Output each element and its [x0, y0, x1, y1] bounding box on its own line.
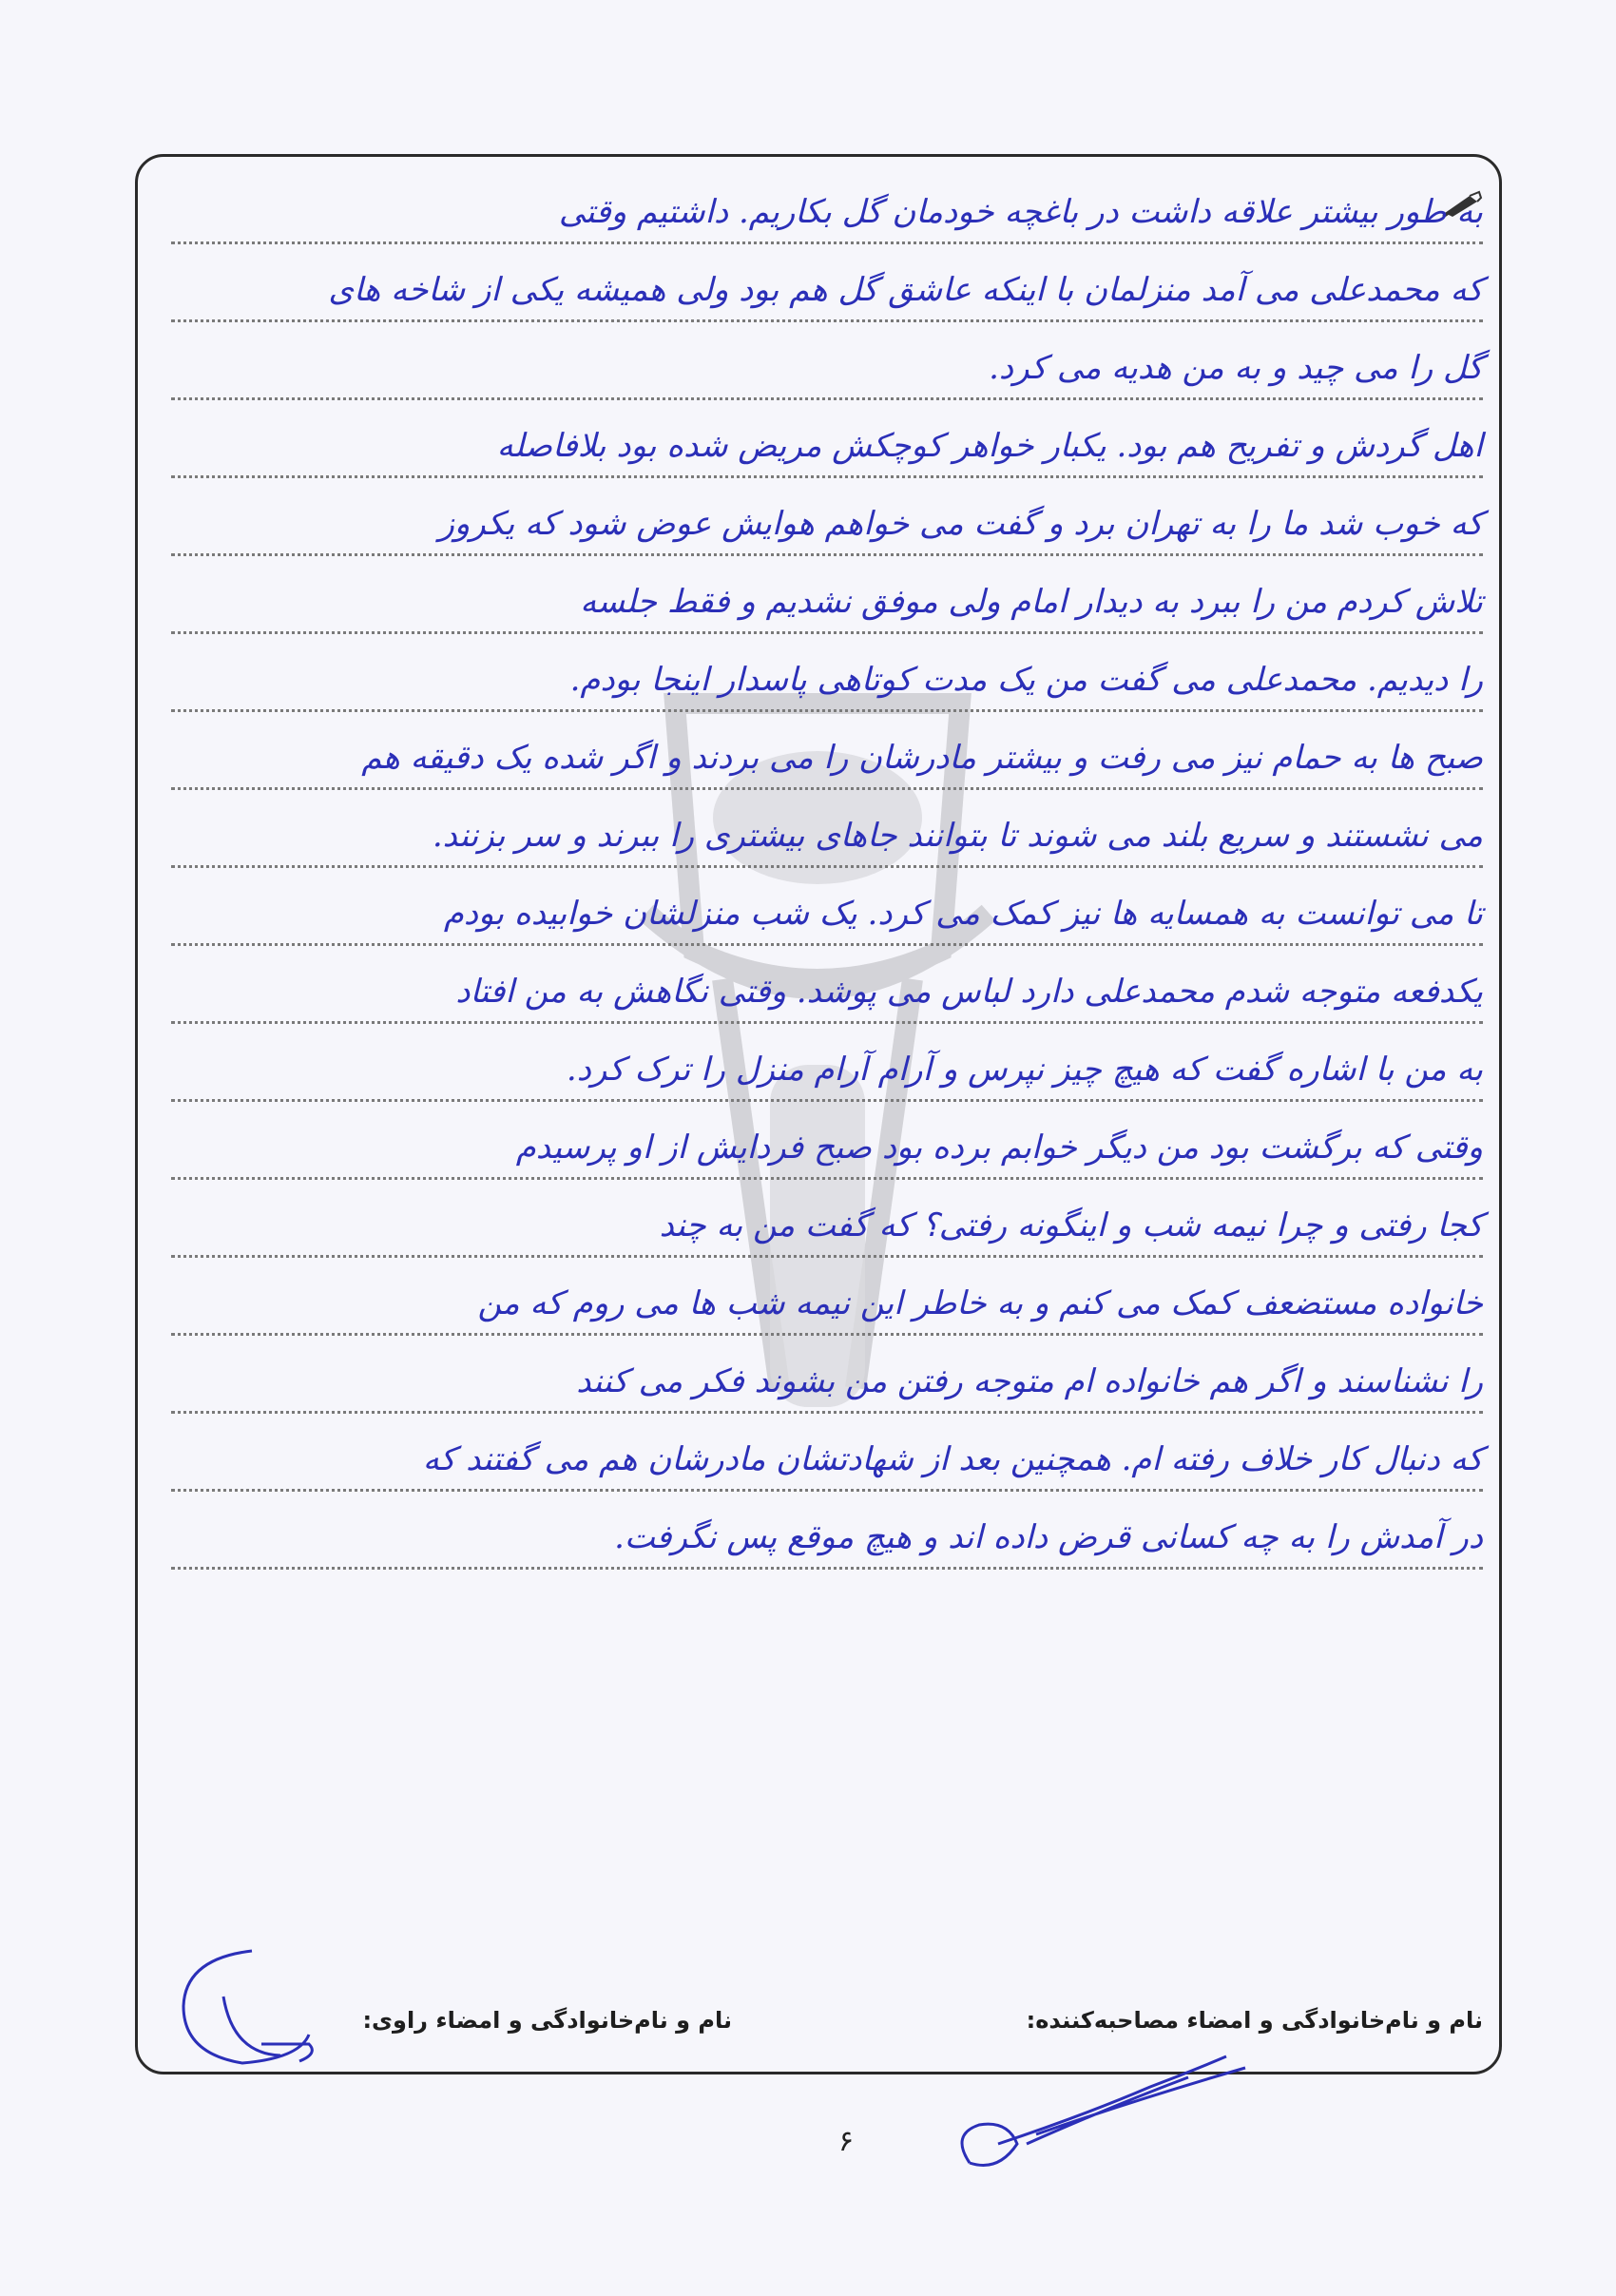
handwritten-line: تا می توانست به همسایه ها نیز کمک می کرد. یک شب منزلشان خوابیده بودم: [171, 884, 1483, 946]
page-number: ۶: [837, 2125, 855, 2158]
signature-labels: [171, 1997, 1483, 2044]
handwritten-line: به طور بیشتر علاقه داشت در باغچه خودمان گل بکاریم. داشتیم وقتی: [171, 183, 1483, 244]
handwritten-line: خانواده مستضعف کمک می کنم و به خاطر این نیمه شب ها می روم که من: [171, 1274, 1483, 1336]
narrator-signature-label: نام و نام‌خانوادگی و امضاء راوی:: [362, 2007, 732, 2034]
handwritten-line: صبح ها به حمام نیز می رفت و بیشتر مادرشان را می بردند و اگر شده یک دقیقه هم: [171, 728, 1483, 790]
interviewer-signature: [941, 2049, 1264, 2191]
handwritten-line: که دنبال کار خلاف رفته ام. همچنین بعد از شهادتشان مادرشان هم می گفتند که: [171, 1430, 1483, 1492]
handwritten-line: که محمدعلی می آمد منزلمان با اینکه عاشق گل هم بود ولی همیشه یکی از شاخه های: [171, 260, 1483, 322]
narrator-signature: [166, 1939, 328, 2082]
handwritten-line: یکدفعه متوجه شدم محمدعلی دارد لباس می پوشد. وقتی نگاهش به من افتاد: [171, 962, 1483, 1024]
handwritten-line: در آمدش را به چه کسانی قرض داده اند و هیچ موقع پس نگرفت.: [171, 1508, 1483, 1570]
handwritten-line: را نشناسند و اگر هم خانواده ام متوجه رفتن من بشوند فکر می کنند: [171, 1352, 1483, 1414]
handwritten-line: کجا رفتی و چرا نیمه شب و اینگونه رفتی؟ که گفت من به چند: [171, 1196, 1483, 1258]
handwritten-line: تلاش کردم من را ببرد به دیدار امام ولی موفق نشدیم و فقط جلسه: [171, 572, 1483, 634]
interviewer-signature-label: نام و نام‌خانوادگی و امضاء مصاحبه‌کننده:: [1026, 2007, 1483, 2034]
handwritten-line: اهل گردش و تفریح هم بود. یکبار خواهر کوچکش مریض شده بود بلافاصله: [171, 416, 1483, 478]
handwritten-line: را دیدیم. محمدعلی می گفت من یک مدت کوتاهی پاسدار اینجا بودم.: [171, 650, 1483, 712]
handwritten-line: وقتی که برگشت بود من دیگر خوابم برده بود صبح فردایش از او پرسیدم: [171, 1118, 1483, 1180]
handwritten-line: که خوب شد ما را به تهران برد و گفت می خواهم هوایش عوض شود که یکروز: [171, 494, 1483, 556]
handwritten-line: می نشستند و سریع بلند می شوند تا بتوانند جاهای بیشتری را ببرند و سر بزنند.: [171, 806, 1483, 868]
handwritten-line: به من با اشاره گفت که هیچ چیز نپرس و آرام آرام منزل را ترک کرد.: [171, 1040, 1483, 1102]
handwritten-line: گل را می چید و به من هدیه می کرد.: [171, 338, 1483, 400]
